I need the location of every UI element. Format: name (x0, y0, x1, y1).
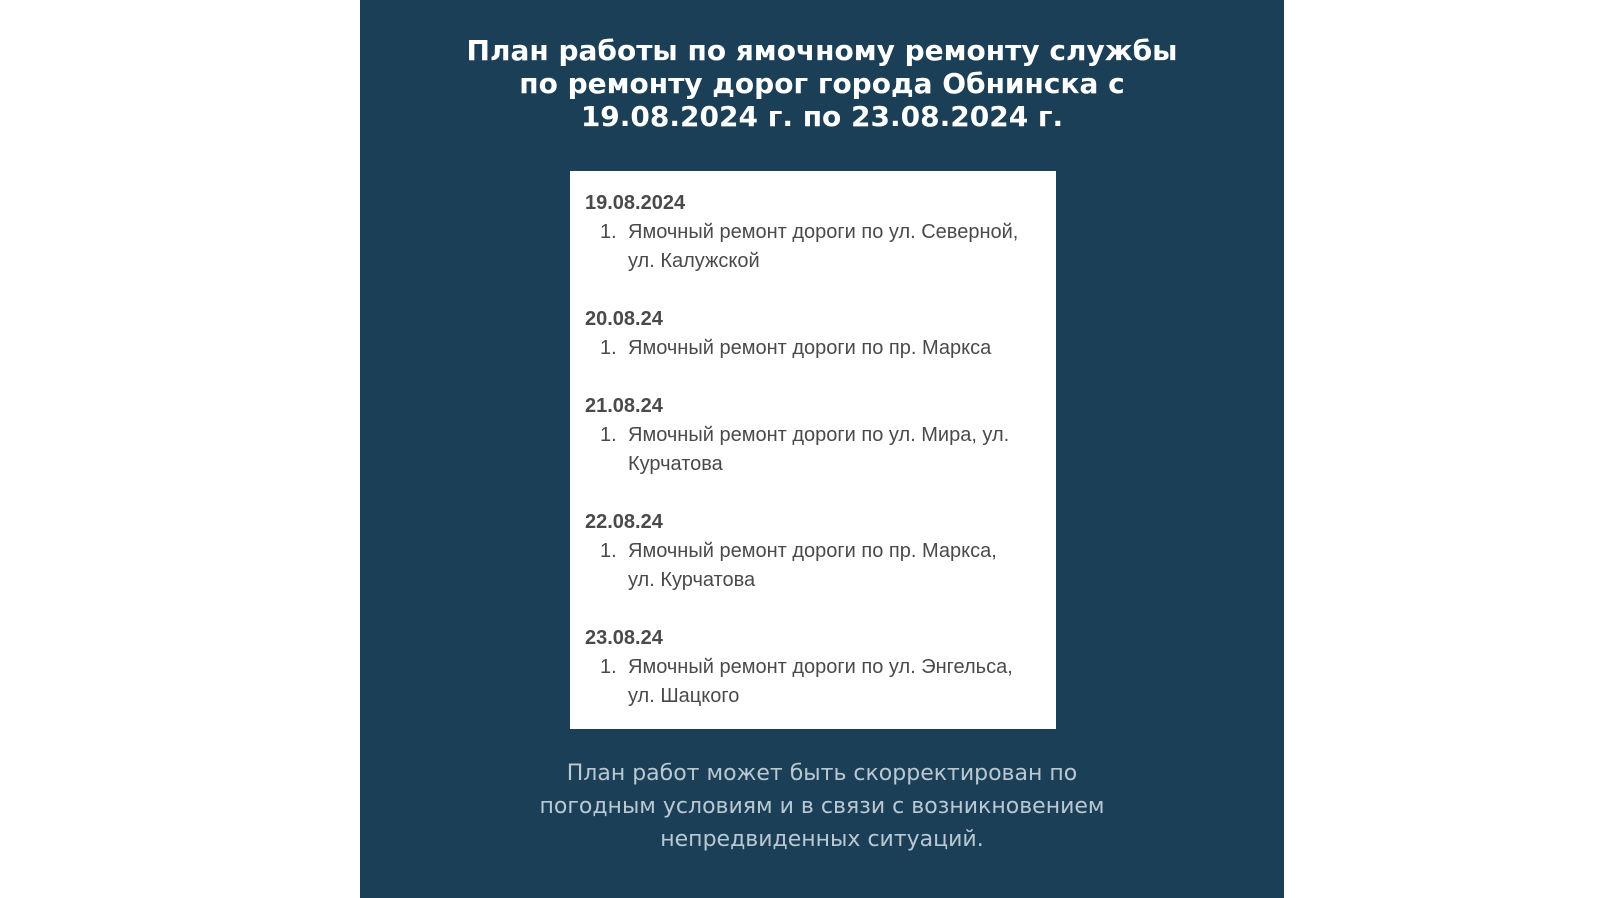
schedule-item (585, 421, 1042, 479)
item-number: 1. (600, 424, 617, 446)
schedule-item (585, 537, 1042, 595)
item-text (628, 421, 1042, 479)
schedule-day (585, 624, 1042, 711)
item-text (628, 653, 1042, 711)
schedule-day (585, 305, 1042, 363)
item-number: 1. (600, 656, 617, 678)
disclaimer-note (360, 757, 1284, 856)
item-text-line: Ямочный ремонт дороги по ул. Энгельса, (628, 656, 1013, 678)
title-line: по ремонту дорог города Обнинска с (519, 67, 1125, 100)
item-text-line: Курчатова (628, 453, 723, 475)
schedule-item (585, 218, 1042, 276)
item-number: 1. (600, 221, 617, 243)
schedule-day (585, 189, 1042, 276)
item-text-line: Ямочный ремонт дороги по пр. Маркса (628, 337, 992, 359)
item-text-line: Ямочный ремонт дороги по ул. Северной, (628, 221, 1019, 243)
schedule-item (585, 653, 1042, 711)
item-number: 1. (600, 540, 617, 562)
schedule-date: 23.08.24 (585, 627, 663, 649)
item-text (628, 218, 1042, 276)
schedule-date: 21.08.24 (585, 395, 663, 417)
item-number: 1. (600, 337, 617, 359)
schedule-card (570, 171, 1056, 729)
schedule-item (585, 334, 1042, 363)
note-line: План работ может быть скорректирован по (566, 761, 1078, 786)
schedule-date: 20.08.24 (585, 308, 663, 330)
schedule-day (585, 392, 1042, 479)
item-text-line: ул. Шацкого (628, 685, 740, 707)
schedule-date: 22.08.24 (585, 511, 663, 533)
note-line: непредвиденных ситуаций. (660, 827, 984, 852)
title-line: План работы по ямочному ремонту службы (466, 34, 1178, 67)
title-line: 19.08.2024 г. по 23.08.2024 г. (580, 100, 1064, 133)
schedule-date: 19.08.2024 (585, 192, 686, 214)
page-title (360, 34, 1284, 133)
item-text-line: Ямочный ремонт дороги по ул. Мира, ул. (628, 424, 1010, 446)
item-text-line: Ямочный ремонт дороги по пр. Маркса, (628, 540, 997, 562)
item-text-line: ул. Курчатова (628, 569, 756, 591)
note-line: погодным условиям и в связи с возникновением (539, 794, 1105, 819)
schedule-day (585, 508, 1042, 595)
item-text (628, 334, 1042, 363)
item-text-line: ул. Калужской (628, 250, 760, 272)
item-text (628, 537, 1042, 595)
poster (360, 0, 1284, 898)
